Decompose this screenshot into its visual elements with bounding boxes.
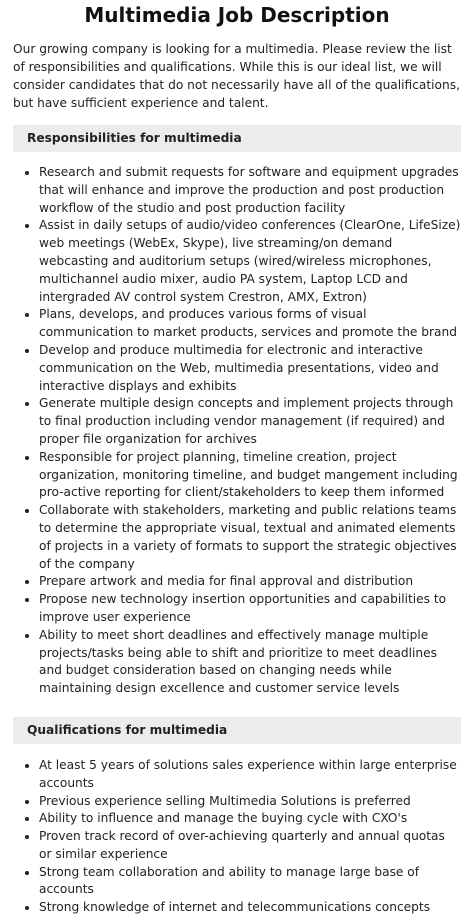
qualification-item: • Previous experience selling Multimedia Solutions is preferred — [39, 793, 461, 811]
qualification-item: • At least 5 years of solutions sales experience within large enterprise accounts — [39, 757, 461, 793]
qualification-item: • Ability to influence and manage the buying cycle with CXO's — [39, 810, 461, 828]
qualifications-heading: Qualifications for multimedia — [13, 717, 461, 744]
qualification-item: • Proven track record of over-achieving quarterly and annual quotas or similar experience — [39, 828, 461, 864]
responsibility-item: • Generate multiple design concepts and implement projects through to final production including vendor management (if required) and proper file organization for archives — [39, 395, 461, 448]
page-title: Multimedia Job Description — [84, 3, 390, 27]
responsibility-item: • Collaborate with stakeholders, marketing and public relations teams to determine the appropriate visual, textual and animated elements of projects in a variety of formats to support the strategic objectives of the company — [39, 502, 461, 573]
responsibility-item: • Research and submit requests for software and equipment upgrades that will enhance and improve the production and post production workflow of the studio and post production facility — [39, 164, 461, 217]
responsibilities-heading: Responsibilities for multimedia — [13, 125, 461, 152]
responsibility-item: • Responsible for project planning, timeline creation, project organization, monitoring timeline, and budget mangement including pro-active reporting for client/stakeholders to keep them informed — [39, 449, 461, 502]
qualification-item: • Strong knowledge of internet and telecommunications concepts — [39, 899, 461, 917]
intro-paragraph: Our growing company is looking for a multimedia. Please review the list of responsibilities and qualifications. While this is our ideal list, we will consider candidates that do not necessarily have all of the qualifications, but have sufficient experience and talent. — [13, 42, 460, 110]
responsibility-item: • Develop and produce multimedia for electronic and interactive communication on the Web, multimedia presentations, video and interactive displays and exhibits — [39, 342, 461, 395]
responsibility-item: • Propose new technology insertion opportunities and capabilities to improve user experience — [39, 591, 461, 627]
qualification-item: • Strong team collaboration and ability to manage large base of accounts — [39, 864, 461, 900]
qualifications-list — [13, 757, 461, 917]
responsibility-item: • Ability to meet short deadlines and effectively manage multiple projects/tasks being able to shift and prioritize to meet deadlines and budget consideration based on changing needs while maintaining design excellence and customer service levels — [39, 627, 461, 698]
responsibilities-list — [13, 164, 461, 698]
responsibility-item: • Assist in daily setups of audio/video conferences (ClearOne, LifeSize) web meetings (WebEx, Skype), live streaming/on demand webcasting and auditorium setups (wired/wireless microphones, multichannel audio mixer, audio PA system, Laptop LCD and intergraded AV control system Crestron, AMX, Extron) — [39, 217, 461, 306]
responsibility-item: • Plans, develops, and produces various forms of visual communication to market products, services and promote the brand — [39, 306, 461, 342]
responsibility-item: • Prepare artwork and media for final approval and distribution — [39, 573, 461, 591]
